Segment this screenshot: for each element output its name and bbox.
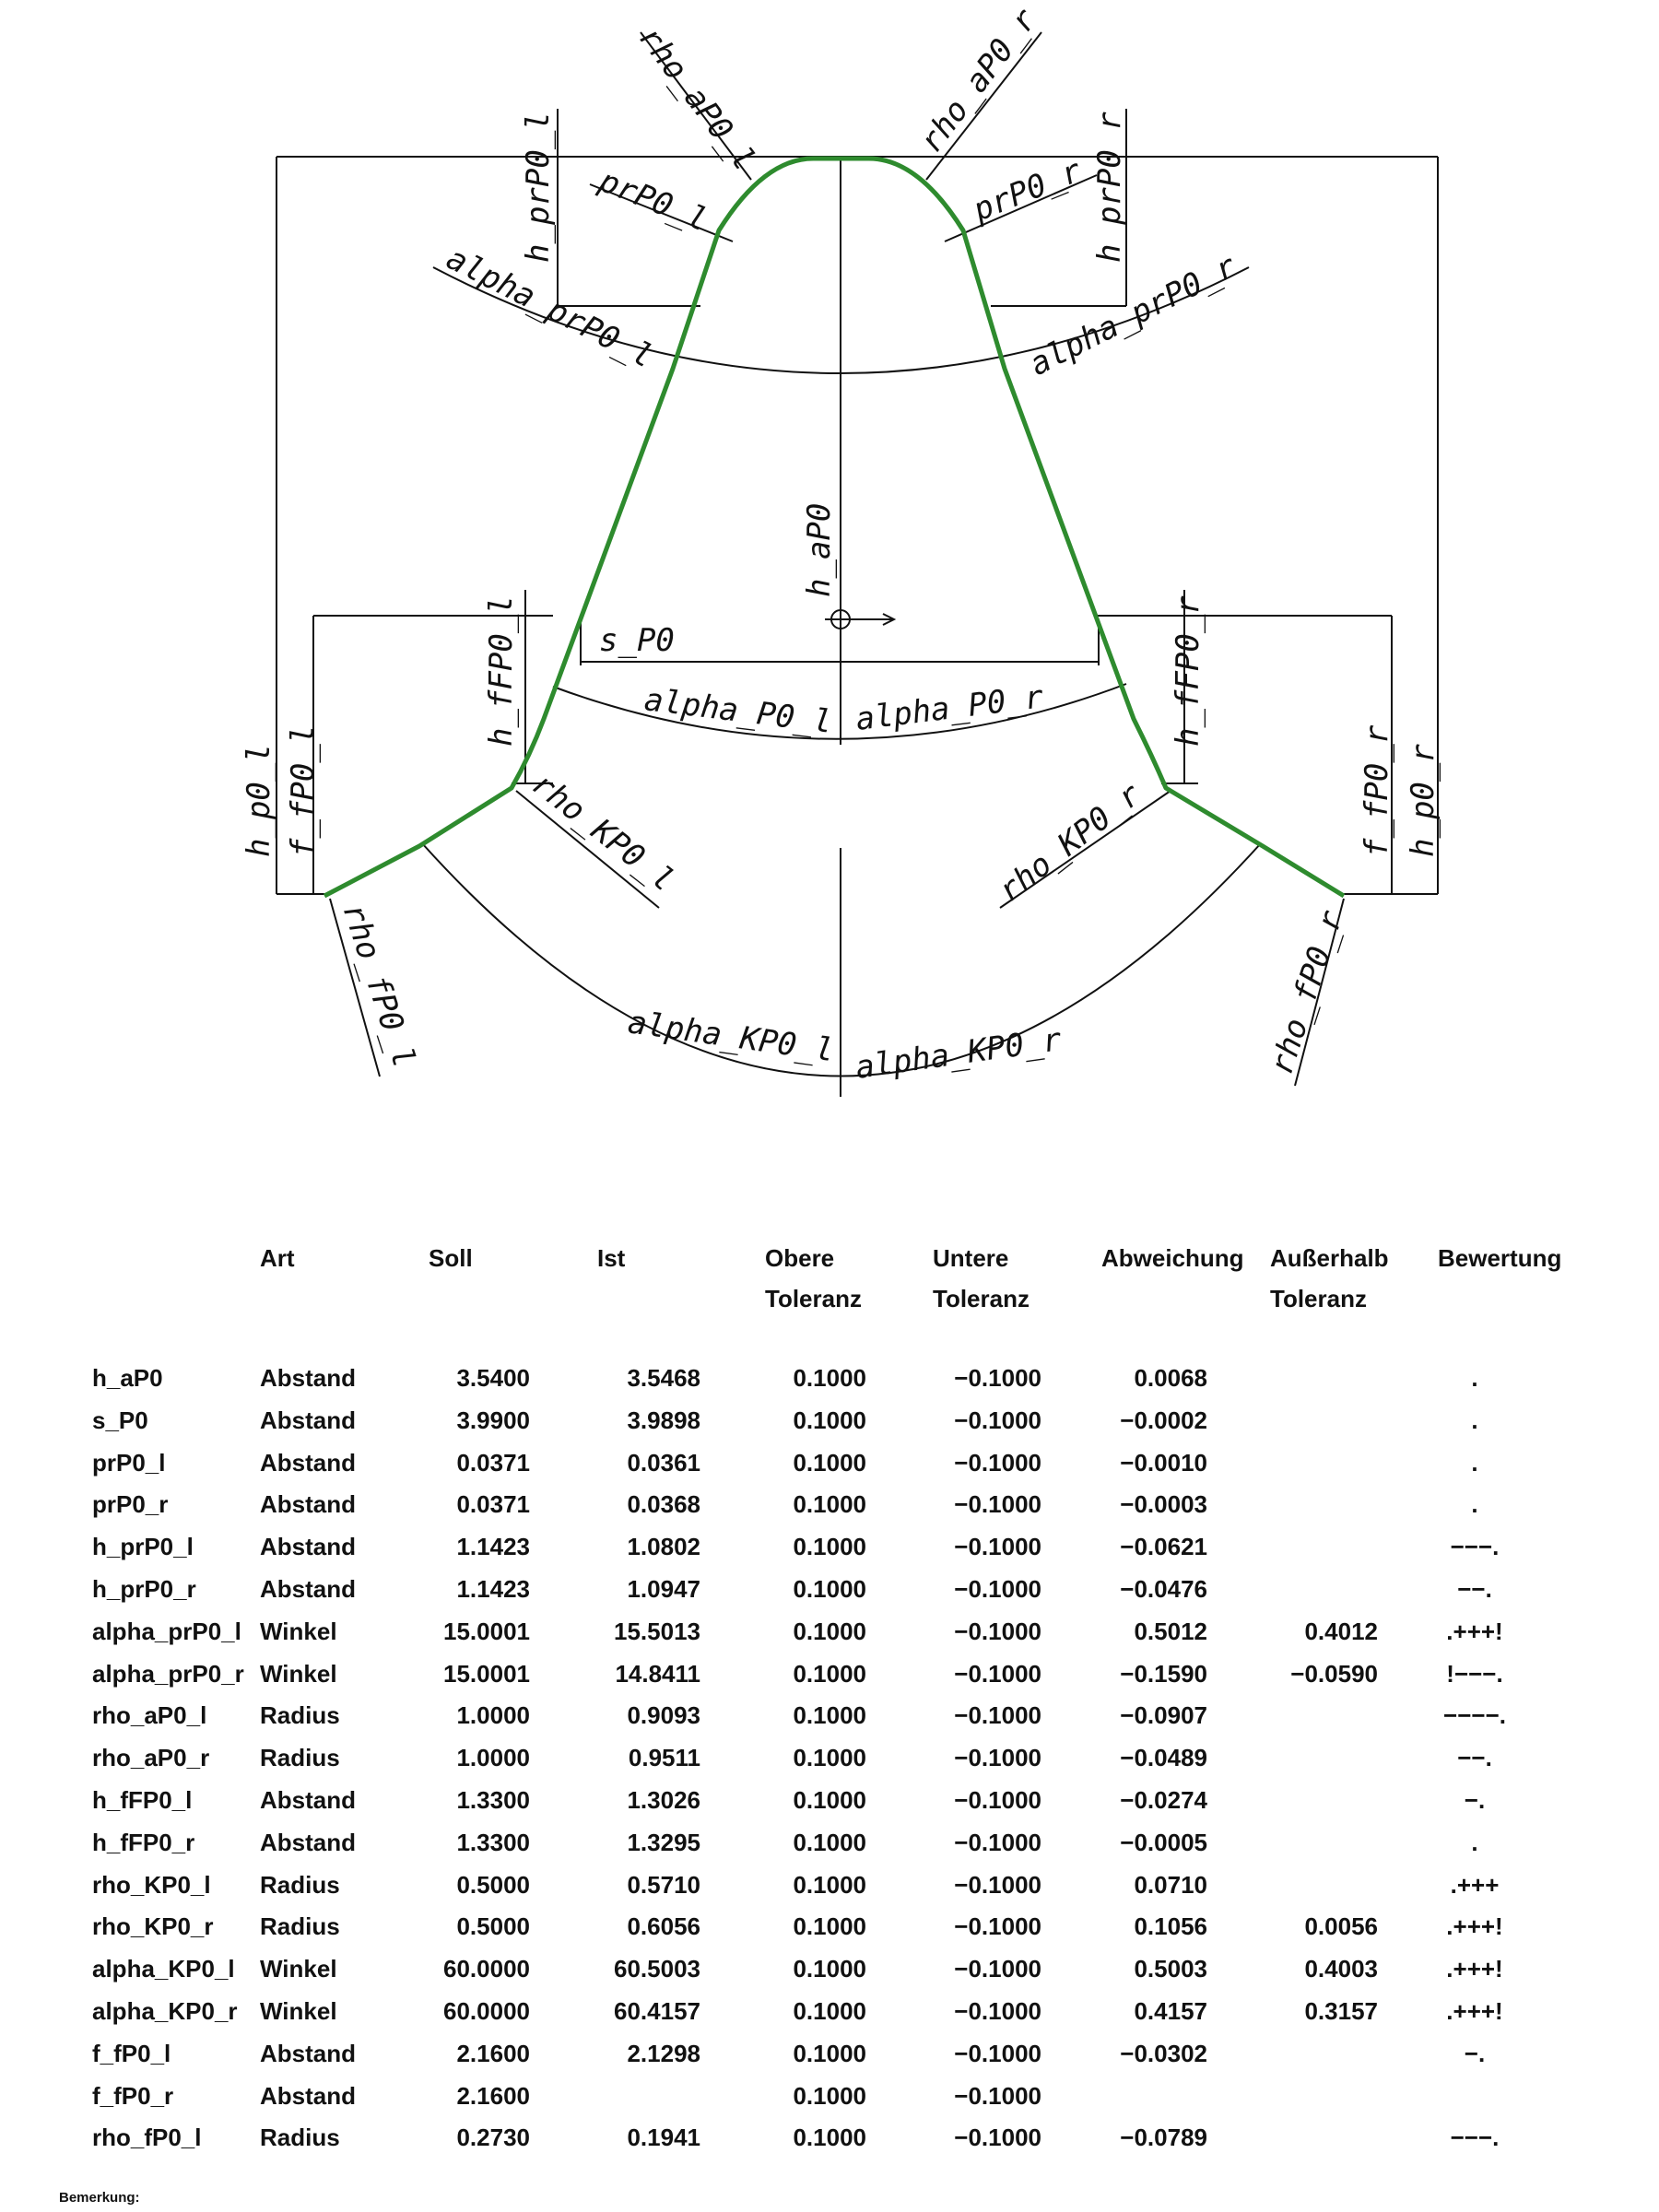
cell-obere: 0.1000 [793, 1870, 866, 1899]
cell-name: f_fP0_l [92, 2039, 171, 2067]
header-ausserhalb: Außerhalb [1270, 1244, 1389, 1272]
label-rho-kp0-l: rho_KP0_l [524, 765, 682, 900]
cell-untere: −0.1000 [954, 2124, 1041, 2152]
label-s-p0: s_P0 [599, 622, 675, 659]
cell-soll: 60.0000 [443, 1997, 530, 2025]
label-f-fp0-l: f_fP0_l [285, 724, 322, 857]
cell-abw: −0.0489 [1120, 1744, 1207, 1772]
cell-obere: 0.1000 [793, 1533, 866, 1561]
cell-soll: 2.1600 [456, 2039, 530, 2067]
header-abweichung: Abweichung [1101, 1244, 1244, 1272]
cell-art: Radius [260, 2124, 340, 2152]
cell-ist: 1.0802 [627, 1533, 700, 1561]
label-h-prp0-r: h_prP0_r [1091, 112, 1128, 263]
cell-name: alpha_KP0_r [92, 1997, 238, 2025]
cell-soll: 1.0000 [456, 1744, 530, 1772]
cell-art: Winkel [260, 1997, 337, 2025]
cell-name: h_prP0_l [92, 1533, 194, 1561]
cell-abw: −0.0621 [1120, 1533, 1207, 1561]
cell-abw: −0.0010 [1120, 1448, 1207, 1477]
cell-ist: 3.9898 [627, 1406, 700, 1434]
cell-abw: 0.4157 [1134, 1997, 1207, 2025]
cell-bew: .+++! [1446, 1955, 1503, 1983]
cell-obere: 0.1000 [793, 1997, 866, 2025]
cell-art: Abstand [260, 1364, 356, 1392]
label-h-prp0-l: h_prP0_l [520, 112, 557, 263]
cell-soll: 1.1423 [456, 1533, 530, 1561]
cell-ist: 1.3026 [627, 1786, 700, 1814]
header-ausserhalb-2: Toleranz [1270, 1285, 1367, 1312]
label-prp0-l: prP0_l [594, 162, 713, 240]
cell-soll: 1.3300 [456, 1786, 530, 1814]
cell-ist: 0.0361 [627, 1448, 700, 1477]
cell-name: s_P0 [92, 1406, 148, 1434]
cell-art: Abstand [260, 1533, 356, 1561]
cell-aus: 0.3157 [1304, 1997, 1378, 2025]
cell-bew: −. [1464, 2039, 1486, 2067]
cell-obere: 0.1000 [793, 2039, 866, 2067]
cell-name: rho_KP0_l [92, 1870, 211, 1899]
cell-abw: −0.0005 [1120, 1828, 1207, 1856]
label-rho-ap0-r: rho_aP0_r [912, 2, 1045, 160]
cell-obere: 0.1000 [793, 2124, 866, 2152]
cell-obere: 0.1000 [793, 1448, 866, 1477]
label-alpha-kp0-r: alpha_KP0_r [853, 1020, 1065, 1087]
label-f-fp0-r: f_fP0_r [1359, 724, 1395, 857]
cell-soll: 0.5000 [456, 1912, 530, 1941]
cell-art: Winkel [260, 1955, 337, 1983]
label-h-ffp0-l: h_fFP0_l [483, 595, 520, 747]
cell-bew: . [1471, 1490, 1478, 1519]
label-h-p0-l: h_p0_l [241, 744, 277, 857]
cell-abw: −0.0476 [1120, 1575, 1207, 1603]
cell-untere: −0.1000 [954, 1912, 1041, 1941]
cell-name: rho_aP0_l [92, 1701, 207, 1730]
cell-bew: −−−−. [1443, 1701, 1506, 1730]
header-soll: Soll [429, 1244, 473, 1272]
cell-abw: 0.5012 [1134, 1617, 1207, 1645]
cell-art: Abstand [260, 2039, 356, 2067]
cell-aus: −0.0590 [1290, 1659, 1378, 1688]
cell-bew: −. [1464, 1786, 1486, 1814]
cell-abw: −0.0003 [1120, 1490, 1207, 1519]
cell-abw: −0.1590 [1120, 1659, 1207, 1688]
cell-untere: −0.1000 [954, 1364, 1041, 1392]
cell-obere: 0.1000 [793, 1744, 866, 1772]
cell-untere: −0.1000 [954, 1533, 1041, 1561]
remark-label: Bemerkung: [59, 2190, 140, 2206]
cell-abw: −0.0907 [1120, 1701, 1207, 1730]
cell-art: Abstand [260, 1448, 356, 1477]
cell-soll: 3.5400 [456, 1364, 530, 1392]
label-alpha-prp0-l: alpha_prP0_l [440, 240, 659, 376]
cell-name: alpha_prP0_l [92, 1617, 241, 1645]
header-obere-2: Toleranz [765, 1285, 862, 1312]
label-h-p0-r: h_p0_r [1405, 744, 1441, 857]
header-untere-2: Toleranz [933, 1285, 1030, 1312]
cell-art: Radius [260, 1744, 340, 1772]
cell-soll: 1.1423 [456, 1575, 530, 1603]
header-art: Art [260, 1244, 295, 1272]
cell-soll: 15.0001 [443, 1659, 530, 1688]
cell-bew: .+++! [1446, 1997, 1503, 2025]
cell-name: alpha_prP0_r [92, 1659, 244, 1688]
cell-obere: 0.1000 [793, 1406, 866, 1434]
cell-art: Abstand [260, 1490, 356, 1519]
cell-name: rho_fP0_l [92, 2124, 202, 2152]
cell-obere: 0.1000 [793, 1659, 866, 1688]
cell-bew: −−−. [1450, 2124, 1500, 2152]
cell-abw: −0.0789 [1120, 2124, 1207, 2152]
cell-obere: 0.1000 [793, 1828, 866, 1856]
cell-bew: .+++ [1450, 1870, 1500, 1899]
cell-bew: .+++! [1446, 1912, 1503, 1941]
cell-untere: −0.1000 [954, 2039, 1041, 2067]
cell-soll: 0.2730 [456, 2124, 530, 2152]
cell-soll: 0.5000 [456, 1870, 530, 1899]
cell-ist: 2.1298 [627, 2039, 700, 2067]
cell-untere: −0.1000 [954, 1955, 1041, 1983]
cell-soll: 3.9900 [456, 1406, 530, 1434]
cell-bew: !−−−. [1446, 1659, 1503, 1688]
label-alpha-prp0-r: alpha_prP0_r [1023, 247, 1242, 384]
cell-aus: 0.4003 [1304, 1955, 1378, 1983]
header-untere: Untere [933, 1244, 1009, 1272]
cell-art: Abstand [260, 1575, 356, 1603]
cell-ist: 0.9093 [627, 1701, 700, 1730]
cell-untere: −0.1000 [954, 1828, 1041, 1856]
cell-bew: . [1471, 1406, 1478, 1434]
cell-obere: 0.1000 [793, 1617, 866, 1645]
cell-ist: 0.0368 [627, 1490, 700, 1519]
cell-soll: 60.0000 [443, 1955, 530, 1983]
cell-obere: 0.1000 [793, 1575, 866, 1603]
cell-abw: 0.0068 [1134, 1364, 1207, 1392]
cell-untere: −0.1000 [954, 1659, 1041, 1688]
cell-art: Abstand [260, 1786, 356, 1814]
label-h-ap0: h_aP0 [801, 502, 838, 597]
cell-untere: −0.1000 [954, 1575, 1041, 1603]
cell-bew: −−. [1457, 1744, 1492, 1772]
cell-ist: 3.5468 [627, 1364, 700, 1392]
cell-bew: . [1471, 1448, 1478, 1477]
cell-untere: −0.1000 [954, 1490, 1041, 1519]
cell-name: prP0_l [92, 1448, 166, 1477]
header-bewertung: Bewertung [1438, 1244, 1562, 1272]
cell-ist: 0.5710 [627, 1870, 700, 1899]
cell-untere: −0.1000 [954, 1997, 1041, 2025]
cell-art: Winkel [260, 1659, 337, 1688]
cell-bew: −−. [1457, 1575, 1492, 1603]
cell-art: Abstand [260, 2081, 356, 2110]
cell-art: Abstand [260, 1406, 356, 1434]
cell-ist: 1.0947 [627, 1575, 700, 1603]
cell-abw: −0.0002 [1120, 1406, 1207, 1434]
cell-art: Radius [260, 1701, 340, 1730]
cell-soll: 0.0371 [456, 1448, 530, 1477]
cell-untere: −0.1000 [954, 2081, 1041, 2110]
cell-obere: 0.1000 [793, 1701, 866, 1730]
cell-art: Radius [260, 1870, 340, 1899]
cell-name: rho_KP0_r [92, 1912, 214, 1941]
cell-untere: −0.1000 [954, 1448, 1041, 1477]
cell-untere: −0.1000 [954, 1617, 1041, 1645]
cell-ist: 0.1941 [627, 2124, 700, 2152]
label-rho-kp0-r: rho_KP0_r [991, 776, 1148, 911]
cell-untere: −0.1000 [954, 1406, 1041, 1434]
cell-soll: 1.0000 [456, 1701, 530, 1730]
cell-art: Abstand [260, 1828, 356, 1856]
cell-bew: . [1471, 1364, 1478, 1392]
label-rho-fp0-l: rho_fP0_l [335, 899, 423, 1072]
cell-untere: −0.1000 [954, 1870, 1041, 1899]
cell-ist: 60.5003 [614, 1955, 700, 1983]
label-alpha-kp0-l: alpha_KP0_l [625, 1004, 837, 1070]
cell-name: h_fFP0_r [92, 1828, 195, 1856]
cell-name: h_fFP0_l [92, 1786, 193, 1814]
cell-ist: 0.9511 [628, 1744, 700, 1772]
cell-soll: 0.0371 [456, 1490, 530, 1519]
cell-ist: 14.8411 [615, 1659, 700, 1688]
cell-name: rho_aP0_r [92, 1744, 210, 1772]
cell-aus: 0.0056 [1304, 1912, 1378, 1941]
cell-name: h_aP0 [92, 1364, 163, 1392]
cell-aus: 0.4012 [1304, 1617, 1378, 1645]
cell-soll: 2.1600 [456, 2081, 530, 2110]
cell-name: f_fP0_r [92, 2081, 174, 2110]
measurement-table [0, 1226, 1659, 2152]
cell-abw: 0.5003 [1134, 1955, 1207, 1983]
cell-soll: 1.3300 [456, 1828, 530, 1856]
cell-ist: 0.6056 [627, 1912, 700, 1941]
cell-soll: 15.0001 [443, 1617, 530, 1645]
cell-obere: 0.1000 [793, 1786, 866, 1814]
cell-name: h_prP0_r [92, 1575, 196, 1603]
cell-abw: 0.0710 [1134, 1870, 1207, 1899]
cell-art: Radius [260, 1912, 340, 1941]
label-rho-ap0-l: rho_aP0_l [630, 19, 763, 178]
cell-name: alpha_KP0_l [92, 1955, 235, 1983]
cell-obere: 0.1000 [793, 1490, 866, 1519]
cell-obere: 0.1000 [793, 1912, 866, 1941]
cell-abw: −0.0302 [1120, 2039, 1207, 2067]
header-obere: Obere [765, 1244, 835, 1272]
label-rho-fp0-r: rho_fP0_r [1263, 906, 1351, 1079]
label-prp0-r: prP0_r [968, 152, 1088, 229]
cell-abw: 0.1056 [1134, 1912, 1207, 1941]
header-ist: Ist [597, 1244, 626, 1272]
label-alpha-p0-r: alpha_P0_r [853, 678, 1046, 738]
cell-untere: −0.1000 [954, 1744, 1041, 1772]
cell-obere: 0.1000 [793, 1955, 866, 1983]
label-h-ffp0-r: h_fFP0_r [1170, 595, 1206, 747]
cell-ist: 1.3295 [627, 1828, 700, 1856]
cell-art: Winkel [260, 1617, 337, 1645]
cell-untere: −0.1000 [954, 1786, 1041, 1814]
cell-name: prP0_r [92, 1490, 169, 1519]
cell-obere: 0.1000 [793, 1364, 866, 1392]
cell-ist: 60.4157 [614, 1997, 700, 2025]
cell-bew: .+++! [1446, 1617, 1503, 1645]
label-alpha-p0-l: alpha_P0_l [641, 681, 834, 741]
cell-untere: −0.1000 [954, 1701, 1041, 1730]
cell-obere: 0.1000 [793, 2081, 866, 2110]
cell-abw: −0.0274 [1120, 1786, 1207, 1814]
cell-bew: −−−. [1450, 1533, 1500, 1561]
cell-ist: 15.5013 [614, 1617, 700, 1645]
cell-bew: . [1471, 1828, 1478, 1856]
